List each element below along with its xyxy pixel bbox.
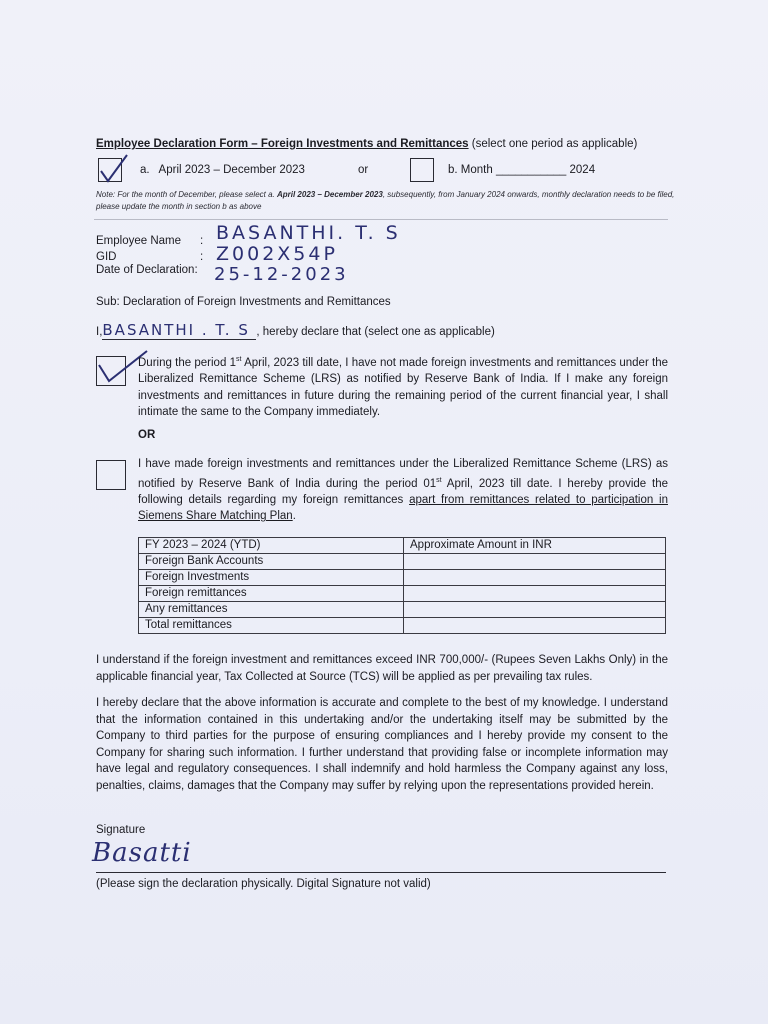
declare-line	[96, 322, 495, 341]
option2-text-a: I have made foreign investments and remittances under the Liberalized Remittance Scheme (LRS) as notified by Reserve Bank of India during the period 01	[138, 458, 668, 490]
gid-label: GID	[96, 251, 117, 263]
signature-line	[96, 872, 666, 873]
form-title-main: Employee Declaration Form – Foreign Investments and Remittances	[96, 138, 469, 150]
table-row	[139, 586, 666, 602]
option2-text-b: April, 2023 till date. I hereby provide the following details regarding my foreign remittances	[138, 477, 668, 506]
declare-suffix: , hereby declare that (select one as applicable)	[256, 326, 495, 338]
table-row	[139, 618, 666, 634]
option-made-remittance-checkbox[interactable]	[96, 460, 126, 490]
period-a-label	[140, 162, 305, 179]
table-row-label: Foreign Bank Accounts	[139, 554, 404, 570]
table-header-cell: FY 2023 – 2024 (YTD)	[139, 538, 404, 554]
period-note	[96, 189, 676, 213]
period-or-label: or	[358, 164, 369, 176]
option-made-remittance-text	[138, 456, 668, 525]
header-divider	[94, 219, 668, 220]
subject-line: Sub: Declaration of Foreign Investments and Remittances	[96, 296, 391, 308]
period-b-month-blank[interactable]: ___________	[495, 164, 567, 176]
note-suffix: , subsequently, from January 2024 onwards, monthly declaration needs to be filed, please update the month in section b as above	[96, 190, 675, 211]
table-row-label: Total remittances	[139, 618, 404, 634]
table-row-label: Any remittances	[139, 602, 404, 618]
period-a-text: April 2023 – December 2023	[158, 164, 305, 176]
option2-text-underlined: apart from remittances related to participation in Siemens Share Matching Plan	[138, 493, 668, 523]
table-header-cell: Approximate Amount in INR	[404, 538, 666, 554]
option1-text-a: During the period 1	[138, 356, 236, 369]
option-no-remittance-text	[138, 352, 668, 421]
declaration-paragraph: I hereby declare that the above information is accurate and complete to the best of my knowledge. I understand that the information contained in this undertaking and/or the undertaking itself may be submitted by the Company to third parties for the purpose of ensuring compliances and I hereby provide my consent to the Company for sharing such information. I further understand that providing false or incomplete information may have legal and regulatory consequences. I shall indemnify and hold harmless the Company against any loss, penalties, claims, damages that the Company may suffer by relying upon the representations provided herein.	[96, 697, 668, 792]
signature-image[interactable]: Basatti	[92, 838, 192, 868]
table-row	[139, 602, 666, 618]
declare-prefix: I,	[96, 326, 103, 338]
table-amount-cell[interactable]	[404, 586, 666, 602]
option1-sup: st	[236, 356, 242, 363]
table-amount-cell[interactable]	[404, 554, 666, 570]
employee-name-label: Employee Name	[96, 235, 182, 247]
table-row	[139, 570, 666, 586]
date-label: Date of Declaration:	[96, 264, 198, 276]
table-row-label: Foreign Investments	[139, 570, 404, 586]
table-row-label: Foreign remittances	[139, 586, 404, 602]
period-a-checkbox[interactable]	[98, 158, 122, 182]
table-header-row	[139, 538, 666, 554]
gid-colon: :	[200, 251, 204, 263]
note-prefix: Note: For the month of December, please select a.	[96, 190, 277, 199]
note-bold: April 2023 – December 2023	[276, 190, 383, 199]
signature-label: Signature	[96, 824, 146, 836]
employee-name-colon: :	[200, 235, 204, 247]
remittance-table	[138, 537, 666, 634]
declare-name[interactable]: BASANTHI . T. S	[102, 322, 256, 340]
check-mark-icon	[97, 153, 131, 187]
table-amount-cell[interactable]	[404, 618, 666, 634]
employee-name-value[interactable]: BASANTHI. T. S	[216, 222, 401, 244]
period-b-checkbox[interactable]	[410, 158, 434, 182]
period-b-year: 2024	[569, 164, 596, 176]
option1-text-b: April, 2023 till date, I have not made foreign investments and remittances under the Liberalized Remittance Scheme (LRS) as notified by Reserve Bank of India. If I make any foreign investments and remittances in future during the remaining period of the current financial year, I shall intimate the same to the Company immediately.	[138, 356, 669, 419]
date-value[interactable]: 25-12-2023	[214, 264, 349, 285]
table-amount-cell[interactable]	[404, 570, 666, 586]
period-b-label	[448, 162, 595, 179]
table-amount-cell[interactable]	[404, 602, 666, 618]
option2-sup: st	[436, 476, 442, 484]
signature-footnote: (Please sign the declaration physically. Digital Signature not valid)	[96, 878, 431, 890]
option2-text-end: .	[292, 510, 296, 523]
period-b-letter: b. Month	[448, 164, 493, 176]
option-no-remittance-checkbox[interactable]	[96, 356, 126, 386]
period-a-letter: a.	[140, 164, 150, 176]
gid-value[interactable]: Z002X54P	[216, 243, 338, 265]
form-title-suffix: (select one period as applicable)	[468, 138, 638, 150]
tcs-paragraph: I understand if the foreign investment and remittances exceed INR 700,000/- (Rupees Seven Lakhs Only) in the applicable financial year, Tax Collected at Source (TCS) will be applied as per prevailing tax rules.	[96, 654, 668, 683]
or-separator: OR	[138, 429, 156, 441]
table-row	[139, 554, 666, 570]
form-title	[96, 136, 637, 153]
